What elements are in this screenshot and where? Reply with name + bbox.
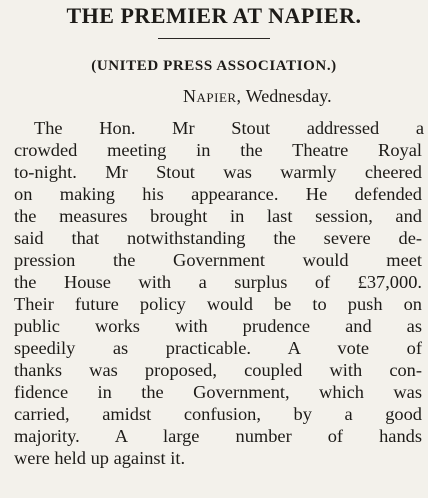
headline-rule bbox=[158, 38, 270, 39]
body-line: majority. A large number of hands bbox=[14, 426, 422, 446]
headline: THE PREMIER AT NAPIER. bbox=[66, 3, 362, 28]
dateline-day: Wednesday. bbox=[245, 86, 332, 106]
source-line: (UNITED PRESS ASSOCIATION.) bbox=[91, 58, 337, 74]
body-line: the House with a surplus of £37,000. bbox=[14, 272, 422, 292]
body-line: Their future policy would be to push on bbox=[14, 294, 422, 314]
body-line: thanks was proposed, coupled with con- bbox=[14, 360, 422, 380]
body-line: carried, amidst confusion, by a good bbox=[14, 404, 422, 424]
body-line: The Hon. Mr Stout addressed a bbox=[34, 118, 424, 138]
body-line: public works with prudence and as bbox=[14, 316, 422, 336]
body-line: fidence in the Government, which was bbox=[14, 382, 422, 402]
body-line: speedily as practicable. A vote of bbox=[14, 338, 422, 358]
body-line: crowded meeting in the Theatre Royal bbox=[14, 140, 422, 160]
body-line: pression the Government would meet bbox=[14, 250, 422, 270]
dateline-place: Napier, bbox=[183, 86, 242, 106]
dateline bbox=[183, 86, 332, 107]
body-line: were held up against it. bbox=[14, 448, 186, 468]
body-line: to-night. Mr Stout was warmly cheered bbox=[14, 162, 422, 182]
body-line: on making his appearance. He defended bbox=[14, 184, 422, 204]
body-line: the measures brought in last session, and bbox=[14, 206, 422, 226]
body-line: said that notwithstanding the severe de- bbox=[14, 228, 422, 248]
